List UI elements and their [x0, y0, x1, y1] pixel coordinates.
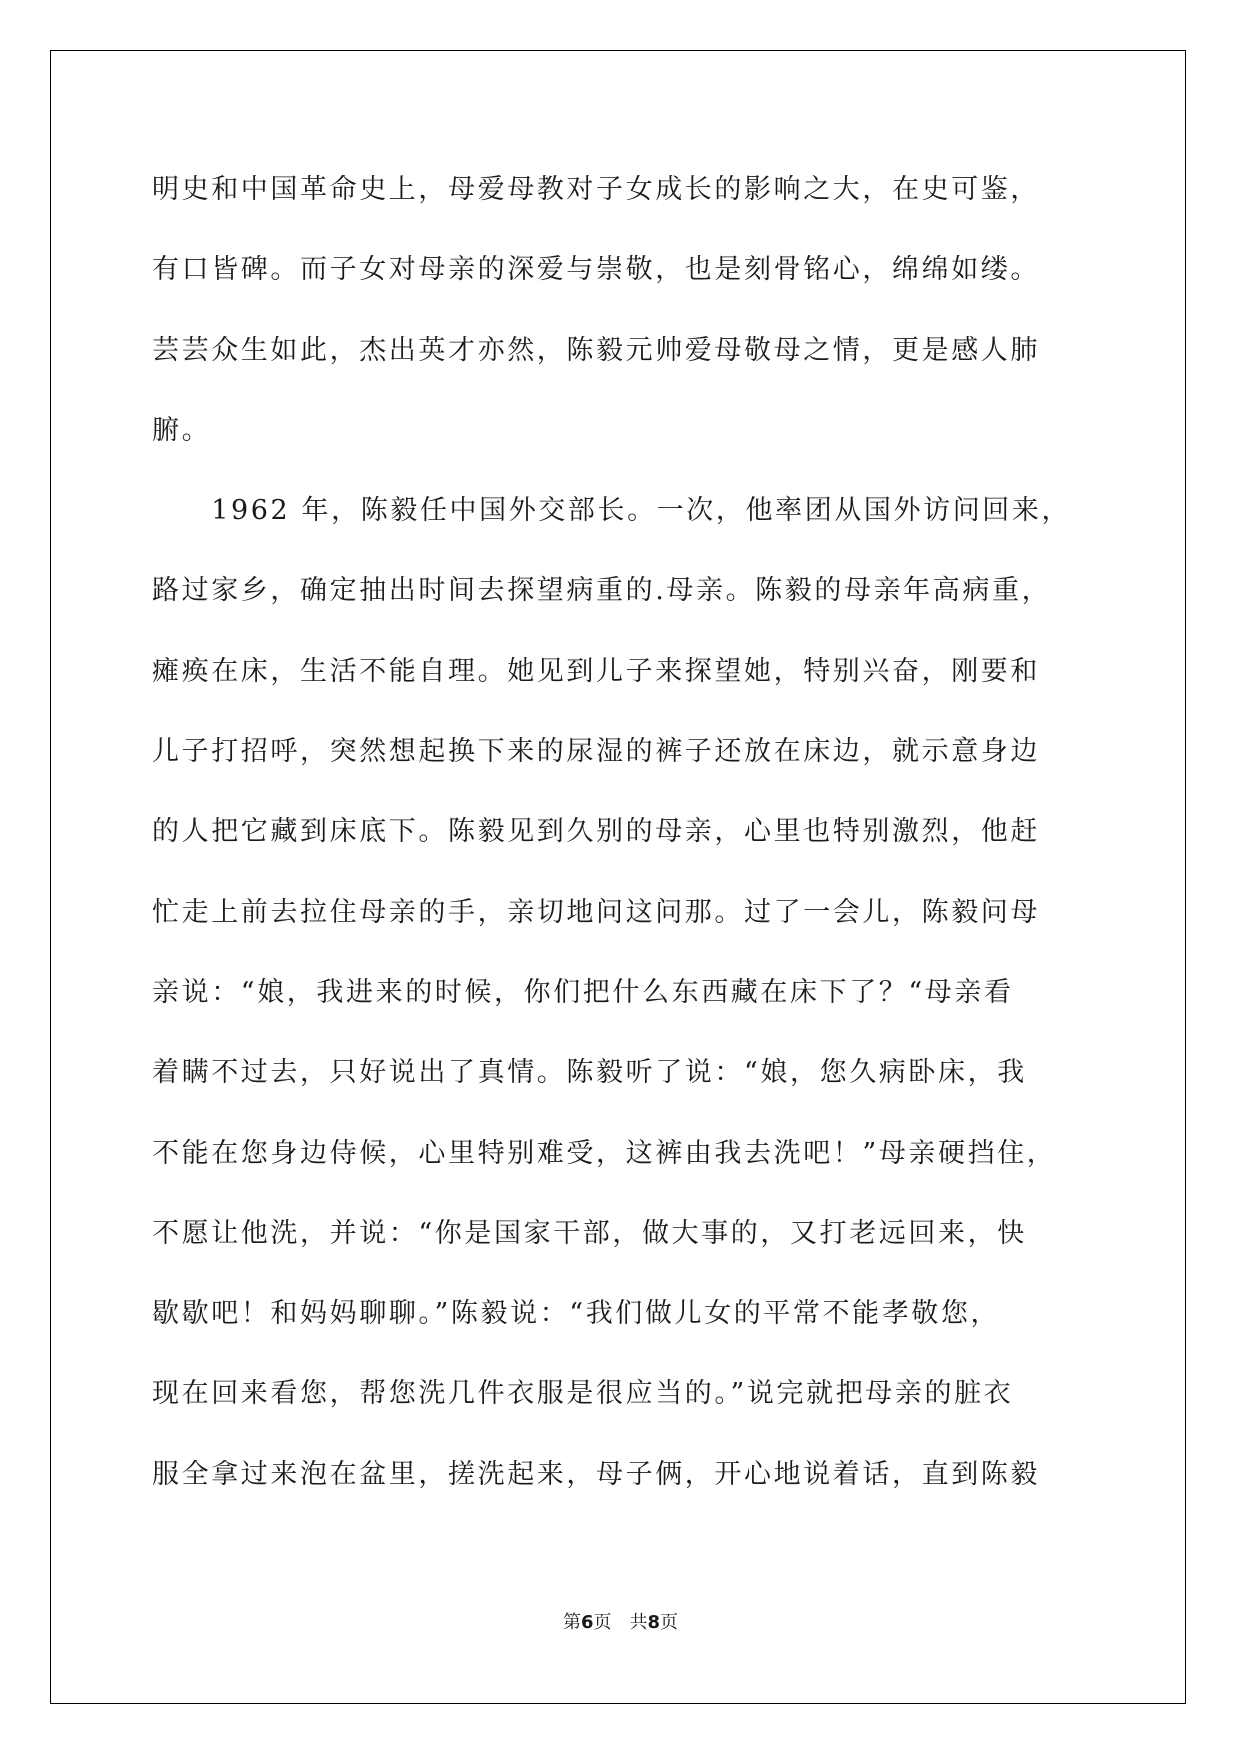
text-line: 路过家乡，确定抽出时间去探望病重的.母亲。陈毅的母亲年高病重， — [152, 575, 1052, 607]
text-line: 歇歇吧！和妈妈聊聊。”陈毅说：“我们做儿女的平常不能孝敬您， — [152, 1298, 1001, 1330]
current-page-number: 6 — [580, 1612, 594, 1633]
text-line: 亲说：“娘，我进来的时候，你们把什么东西藏在床下了？“母亲看 — [152, 976, 1014, 1008]
footer-total-prefix: 共 — [629, 1612, 648, 1633]
document-body — [152, 150, 1092, 1515]
footer-prefix: 第 — [562, 1612, 581, 1633]
text-line: 1962 年，陈毅任中国外交部长。一次，他率团从国外访问回来， — [152, 495, 1072, 527]
text-line: 瘫痪在床，生活不能自理。她见到儿子来探望她，特别兴奋，刚要和 — [152, 655, 1040, 687]
text-line: 芸芸众生如此，杰出英才亦然，陈毅元帅爱母敬母之情，更是感人肺 — [152, 334, 1040, 366]
total-pages-number: 8 — [647, 1612, 661, 1633]
text-line: 的人把它藏到床底下。陈毅见到久别的母亲，心里也特别激烈，他赶 — [152, 816, 1040, 848]
text-line: 着瞒不过去，只好说出了真情。陈毅听了说：“娘，您久病卧床，我 — [152, 1057, 1027, 1089]
text-line: 现在回来看您，帮您洗几件衣服是很应当的。”说完就把母亲的脏衣 — [152, 1378, 1014, 1410]
text-line: 有口皆碑。而子女对母亲的深爱与崇敬，也是刻骨铭心，绵绵如缕。 — [152, 254, 1040, 286]
text-line: 不能在您身边侍候，心里特别难受，这裤由我去洗吧！”母亲硬挡住， — [152, 1137, 1057, 1169]
footer-total-unit: 页 — [660, 1612, 679, 1633]
text-line: 忙走上前去拉住母亲的手，亲切地问这问那。过了一会儿，陈毅问母 — [152, 896, 1040, 928]
page-footer — [0, 1608, 1241, 1634]
text-line: 不愿让他洗，并说：“你是国家干部，做大事的，又打老远回来，快 — [152, 1217, 1027, 1249]
text-line: 腑。 — [152, 414, 212, 446]
text-line: 儿子打招呼，突然想起换下来的尿湿的裤子还放在床边，就示意身边 — [152, 736, 1040, 768]
footer-page-unit: 页 — [593, 1612, 612, 1633]
text-line: 明史和中国革命史上，母爱母教对子女成长的影响之大，在史可鉴， — [152, 174, 1040, 205]
text-line: 服全拿过来泡在盆里，搓洗起来，母子俩，开心地说着话，直到陈毅 — [152, 1458, 1040, 1490]
